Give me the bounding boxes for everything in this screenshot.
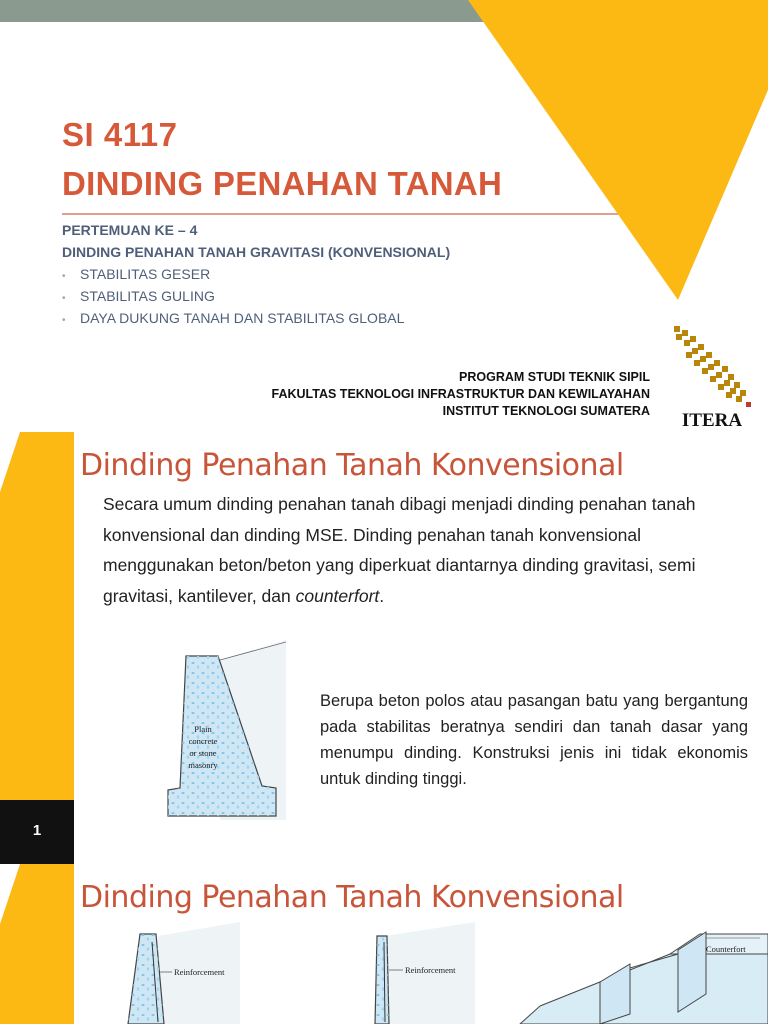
course-name: DINDING PENAHAN TANAH [62, 165, 503, 202]
gravity-wall-figure [160, 640, 286, 820]
institution-block [150, 369, 650, 420]
content-slide-next [0, 864, 768, 1024]
itera-logo [666, 322, 758, 432]
bullet-dot-icon: • [62, 271, 66, 282]
cantilever-wall-figure [345, 922, 495, 1024]
lecture-subtitle: DINDING PENAHAN TANAH GRAVITASI (KONVENSIONAL) [62, 244, 451, 260]
figure-label: concrete [188, 736, 218, 746]
bullet-item: • DAYA DUKUNG TANAH DAN STABILITAS GLOBAL [62, 310, 405, 326]
content-slide [0, 432, 768, 864]
reinforcement-label: Reinforcement [174, 967, 225, 977]
page-number: 1 [32, 822, 42, 839]
study-program: PROGRAM STUDI TEKNIK SIPIL [459, 370, 650, 384]
title-divider [62, 213, 618, 215]
figure-label: Plain [194, 724, 212, 734]
meeting-number: PERTEMUAN KE – 4 [62, 222, 198, 238]
semi-gravity-wall-figure [100, 922, 250, 1024]
bullet-item: • STABILITAS GULING [62, 288, 215, 304]
counterfort-label: Counterfort [706, 944, 746, 954]
bullet-dot-icon: • [62, 315, 66, 326]
reinforcement-label: Reinforcement [405, 965, 456, 975]
intro-paragraph: Secara umum dinding penahan tanah dibagi menjadi dinding penahan tanah konvensional dan dinding MSE. Dinding penahan tanah konvensional menggunakan beton/beton yang diperkuat diantarnya dinding gravitasi, semi gravitasi, kantilever, dan counterfort. [103, 494, 696, 606]
slide-title: Dinding Penahan Tanah Konvensional [80, 448, 624, 483]
faculty: FAKULTAS TEKNOLOGI INFRASTRUKTUR DAN KEWILAYAHAN [271, 387, 650, 401]
logo-text: ITERA [681, 410, 743, 431]
yellow-triangle-decoration [0, 0, 768, 432]
figure-label: masonry [188, 760, 218, 770]
description-paragraph: Berupa beton polos atau pasangan batu yang bergantung pada stabilitas beratnya sendiri dan tanah dasar yang menumpu dinding. Konstruksi jenis ini tidak ekonomis untuk dinding tinggi. [320, 692, 748, 788]
slide-title: Dinding Penahan Tanah Konvensional [80, 880, 624, 915]
course-code: SI 4117 [62, 116, 178, 153]
bullet-dot-icon: • [62, 293, 66, 304]
yellow-side-band [0, 864, 74, 1024]
figure-label: or stone [189, 748, 217, 758]
counterfort-wall-figure [510, 924, 768, 1024]
bullet-item: • STABILITAS GESER [62, 266, 211, 282]
title-slide [0, 0, 768, 432]
institute: INSTITUT TEKNOLOGI SUMATERA [442, 404, 650, 418]
